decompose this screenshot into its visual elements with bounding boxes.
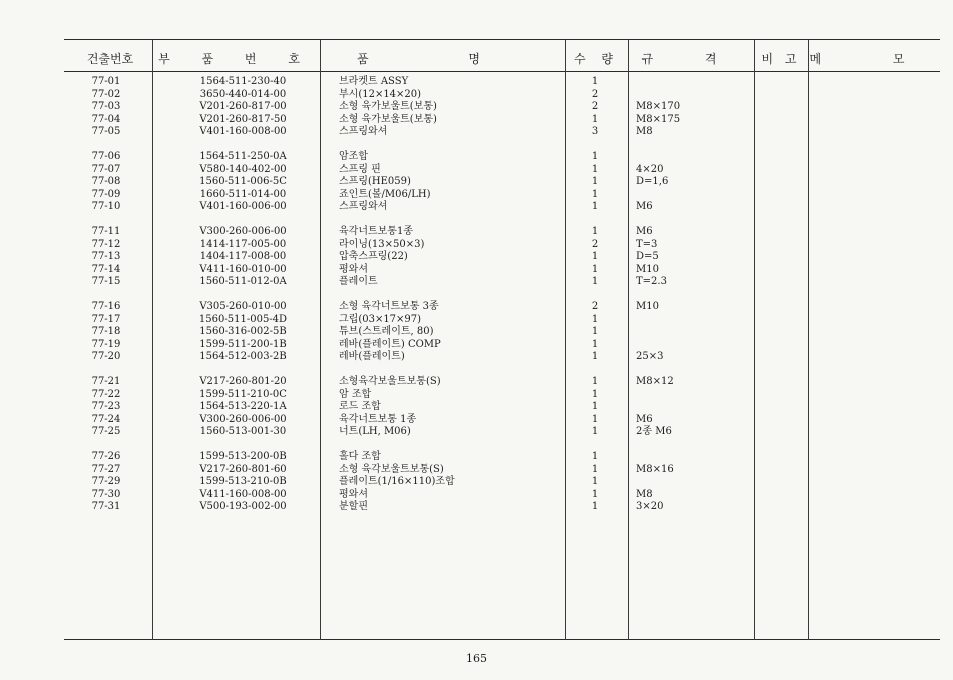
group-spacer xyxy=(86,439,126,452)
group-spacer xyxy=(339,139,549,152)
part-number-cell: 1560-511-006-5C xyxy=(199,176,287,187)
part-name-cell: 플레이트 xyxy=(339,276,378,287)
spec-cell: M8×170 xyxy=(636,101,681,112)
spec-cell: T=3 xyxy=(636,238,658,250)
part-name-cell: 소형 육각보울트보통(S) xyxy=(339,463,444,475)
item-number-cell: 77-24 xyxy=(91,413,121,425)
item-number-cell: 77-02 xyxy=(91,88,121,100)
spec-cell: T=2.3 xyxy=(636,276,667,287)
part-number-cell: 1560-513-001-30 xyxy=(199,426,287,437)
item-number-cell: 77-31 xyxy=(91,501,121,512)
column-divider xyxy=(152,40,153,640)
quantity-cell: 1 xyxy=(591,276,599,287)
group-spacer xyxy=(584,214,606,227)
header-part-no: 부 품 번 호 xyxy=(158,52,314,66)
group-spacer xyxy=(636,139,736,152)
part-name-cell: 암조합 xyxy=(339,151,368,162)
part-name-cell: 소형 육가보울트(보통) xyxy=(339,101,437,112)
item-number-cell: 77-04 xyxy=(91,113,121,125)
group-spacer xyxy=(188,289,298,302)
part-number-cell: 1564-511-250-0A xyxy=(199,151,287,162)
item-number-cell: 77-17 xyxy=(91,313,121,325)
spec-cell xyxy=(636,151,736,164)
quantity-cell: 1 xyxy=(591,201,599,212)
part-name-column xyxy=(339,76,549,514)
quantity-cell: 2 xyxy=(591,88,599,100)
spec-cell xyxy=(636,89,736,102)
part-number-cell: 1564-513-220-1A xyxy=(199,401,287,412)
group-spacer xyxy=(636,364,736,377)
quantity-cell: 1 xyxy=(591,113,599,125)
part-number-cell: V201-260-817-00 xyxy=(199,101,287,112)
part-name-cell: 소형육각보울트보통(S) xyxy=(339,376,441,387)
quantity-cell: 2 xyxy=(591,101,599,112)
part-name-cell: 튜브(스트레이트, 80) xyxy=(339,326,434,337)
quantity-cell: 1 xyxy=(591,313,599,325)
spec-cell xyxy=(636,401,736,414)
part-name-cell: 홀다 조합 xyxy=(339,451,381,462)
group-spacer xyxy=(188,439,298,452)
quantity-cell: 1 xyxy=(591,326,599,337)
spec-cell: 2종 M6 xyxy=(636,426,672,437)
part-number-cell: V300-260-006-00 xyxy=(199,413,287,425)
part-number-cell: 1404-117-008-00 xyxy=(199,251,287,262)
part-name-cell: 소형 육각너트보통 3종 xyxy=(339,301,439,312)
item-number-cell: 77-09 xyxy=(91,188,121,200)
part-name-cell: 암 조합 xyxy=(339,388,372,400)
item-number-cell: 77-05 xyxy=(91,126,121,137)
item-number-cell: 77-10 xyxy=(91,201,121,212)
part-name-cell: 소형 육가보울트(보통) xyxy=(339,113,437,125)
part-name-cell: 평와셔 xyxy=(339,488,368,500)
spec-cell: 25×3 xyxy=(636,351,664,362)
part-number-cell: 1564-512-003-2B xyxy=(199,351,287,362)
header-qty: 수 량 xyxy=(574,52,619,66)
header-spec: 규 격 xyxy=(641,52,741,66)
spec-cell xyxy=(636,189,736,202)
part-number-cell: 1560-511-012-0A xyxy=(199,276,287,287)
group-spacer xyxy=(584,139,606,152)
quantity-cell: 1 xyxy=(591,413,599,425)
item-number-cell: 77-03 xyxy=(91,101,121,112)
part-number-cell: V580-140-402-00 xyxy=(199,163,287,175)
item-number-cell: 77-06 xyxy=(91,151,121,162)
quantity-cell: 1 xyxy=(591,188,599,200)
part-name-cell: 플레이트(1/16×110)조합 xyxy=(339,476,455,487)
part-number-cell: V217-260-801-20 xyxy=(199,376,287,387)
part-name-cell: 압축스프링(22) xyxy=(339,251,408,262)
quantity-cell: 1 xyxy=(591,376,599,387)
part-number-cell: 1564-511-230-40 xyxy=(199,76,287,87)
item-number-cell: 77-27 xyxy=(91,463,121,475)
item-number-cell: 77-16 xyxy=(91,301,121,312)
item-number-cell: 77-13 xyxy=(91,251,121,262)
item-number-cell: 77-08 xyxy=(91,176,121,187)
item-number-cell: 77-07 xyxy=(91,163,121,175)
item-number-cell: 77-30 xyxy=(91,488,121,500)
part-name-cell: 부시(12×14×20) xyxy=(339,88,422,100)
spec-cell: M6 xyxy=(636,226,653,237)
part-number-cell: 1560-316-002-5B xyxy=(199,326,287,337)
quantity-cell: 1 xyxy=(591,176,599,187)
part-number-cell: 3650-440-014-00 xyxy=(199,88,287,100)
spec-column xyxy=(636,76,736,514)
group-spacer xyxy=(584,439,606,452)
group-spacer xyxy=(86,139,126,152)
part-name-cell: 분할핀 xyxy=(339,501,368,512)
quantity-cell: 1 xyxy=(591,163,599,175)
quantity-cell: 1 xyxy=(591,451,599,462)
spec-cell: 4×20 xyxy=(636,163,664,175)
spec-cell: M6 xyxy=(636,413,653,425)
quantity-cell: 1 xyxy=(591,501,599,512)
item-number-cell: 77-22 xyxy=(91,388,121,400)
part-number-cell: V411-160-008-00 xyxy=(199,488,287,500)
group-spacer xyxy=(86,364,126,377)
quantity-cell: 1 xyxy=(591,351,599,362)
spec-cell xyxy=(636,451,736,464)
part-name-cell: 육각너트보통1종 xyxy=(339,226,413,237)
part-number-cell: V500-193-002-00 xyxy=(199,501,287,512)
quantity-cell: 1 xyxy=(591,401,599,412)
part-name-cell: 너트(LH, M06) xyxy=(339,426,411,437)
group-spacer xyxy=(636,289,736,302)
spec-cell: 3×20 xyxy=(636,501,664,512)
quantity-cell: 3 xyxy=(591,126,599,137)
part-number-cell: 1599-513-210-0B xyxy=(199,476,287,487)
spec-cell: D=1,6 xyxy=(636,176,669,187)
part-number-cell: V217-260-801-60 xyxy=(199,463,287,475)
item-number-cell: 77-29 xyxy=(91,476,121,487)
quantity-cell: 1 xyxy=(591,388,599,400)
part-number-cell: V201-260-817-50 xyxy=(199,113,287,125)
quantity-cell: 1 xyxy=(591,151,599,162)
part-name-cell: 스프링(HE059) xyxy=(339,176,411,187)
quantity-cell: 2 xyxy=(591,301,599,312)
spec-cell xyxy=(636,339,736,352)
spec-cell xyxy=(636,76,736,89)
group-spacer xyxy=(636,439,736,452)
group-spacer xyxy=(188,214,298,227)
part-number-cell: V411-160-010-00 xyxy=(199,263,287,275)
spec-cell xyxy=(636,389,736,402)
quantity-cell: 1 xyxy=(591,476,599,487)
header-name: 품 명 xyxy=(357,52,528,66)
part-number-cell: V401-160-006-00 xyxy=(199,201,287,212)
part-name-cell: 평와셔 xyxy=(339,263,368,275)
column-divider xyxy=(565,40,566,640)
spec-cell: M8×12 xyxy=(636,376,674,387)
quantity-cell: 1 xyxy=(591,251,599,262)
group-spacer xyxy=(339,214,549,227)
spec-cell: M8×175 xyxy=(636,113,681,125)
part-number-cell: 1599-511-200-1B xyxy=(199,338,287,350)
group-spacer xyxy=(188,364,298,377)
part-name-cell: 라이닝(13×50×3) xyxy=(339,238,425,250)
spec-cell: M8×16 xyxy=(636,463,674,475)
part-name-cell: 스프링와셔 xyxy=(339,126,388,137)
part-name-cell: 로드 조합 xyxy=(339,401,381,412)
item-number-cell: 77-21 xyxy=(91,376,121,387)
group-spacer xyxy=(188,139,298,152)
quantity-cell: 1 xyxy=(591,263,599,275)
column-divider xyxy=(320,40,321,640)
group-spacer xyxy=(584,289,606,302)
part-number-cell: 1599-511-210-0C xyxy=(199,388,287,400)
item-number-cell: 77-15 xyxy=(91,276,121,287)
group-spacer xyxy=(584,364,606,377)
quantity-cell: 1 xyxy=(591,488,599,500)
column-divider xyxy=(754,40,755,640)
part-name-cell: 브라켓트 ASSY xyxy=(339,76,409,87)
item-number-cell: 77-14 xyxy=(91,263,121,275)
part-number-cell: 1560-511-005-4D xyxy=(198,313,288,325)
spec-cell xyxy=(636,326,736,339)
item-number-cell: 77-12 xyxy=(91,238,121,250)
group-spacer xyxy=(339,439,549,452)
spec-cell: M8 xyxy=(636,488,653,500)
part-name-cell: 레바(플레이트) xyxy=(339,351,405,362)
part-number-column xyxy=(188,76,298,514)
part-number-cell: 1599-513-200-0B xyxy=(199,451,287,462)
part-name-cell: 죠인트(볼/M06/LH) xyxy=(339,188,431,200)
spec-cell xyxy=(636,314,736,327)
item-number-cell: 77-19 xyxy=(91,338,121,350)
quantity-cell: 1 xyxy=(591,426,599,437)
column-divider xyxy=(628,40,629,640)
part-name-cell: 스프링 핀 xyxy=(339,163,381,175)
part-number-cell: V401-160-008-00 xyxy=(199,126,287,137)
spec-cell: M6 xyxy=(636,201,653,212)
quantity-cell: 1 xyxy=(591,226,599,237)
spec-cell: M8 xyxy=(636,126,653,137)
item-number-cell: 77-25 xyxy=(91,426,121,437)
spec-cell xyxy=(636,476,736,489)
part-name-cell: 그립(03×17×97) xyxy=(339,313,422,325)
item-number-cell: 77-26 xyxy=(91,451,121,462)
spec-cell: D=5 xyxy=(636,251,659,262)
part-name-cell: 육각너트보통 1종 xyxy=(339,413,417,425)
item-number-cell: 77-11 xyxy=(91,226,121,237)
header-memo: 메 모 xyxy=(809,52,939,66)
group-spacer xyxy=(339,364,549,377)
quantity-cell: 1 xyxy=(591,76,599,87)
item-number-column xyxy=(86,76,126,514)
header-remark: 비 고 xyxy=(761,52,801,66)
group-spacer xyxy=(636,214,736,227)
group-spacer xyxy=(339,289,549,302)
part-name-cell: 레바(플레이트) COMP xyxy=(339,338,441,350)
quantity-column xyxy=(584,76,606,514)
part-number-cell: V300-260-006-00 xyxy=(199,226,287,237)
item-number-cell: 77-01 xyxy=(91,76,121,87)
group-spacer xyxy=(86,289,126,302)
spec-cell: M10 xyxy=(636,263,659,275)
item-number-cell: 77-20 xyxy=(91,351,121,362)
item-number-cell: 77-18 xyxy=(91,326,121,337)
spec-cell: M10 xyxy=(636,301,659,312)
part-number-cell: V305-260-010-00 xyxy=(199,301,287,312)
quantity-cell: 1 xyxy=(591,338,599,350)
page-number: 165 xyxy=(466,652,487,665)
group-spacer xyxy=(86,214,126,227)
item-number-cell: 77-23 xyxy=(91,401,121,412)
part-number-cell: 1660-511-014-00 xyxy=(199,188,287,200)
part-name-cell: 스프링와셔 xyxy=(339,201,388,212)
part-number-cell: 1414-117-005-00 xyxy=(199,238,287,250)
header-item-no: 건출번호 xyxy=(86,52,134,66)
quantity-cell: 1 xyxy=(591,463,599,475)
quantity-cell: 2 xyxy=(591,238,599,250)
column-divider xyxy=(808,40,809,640)
